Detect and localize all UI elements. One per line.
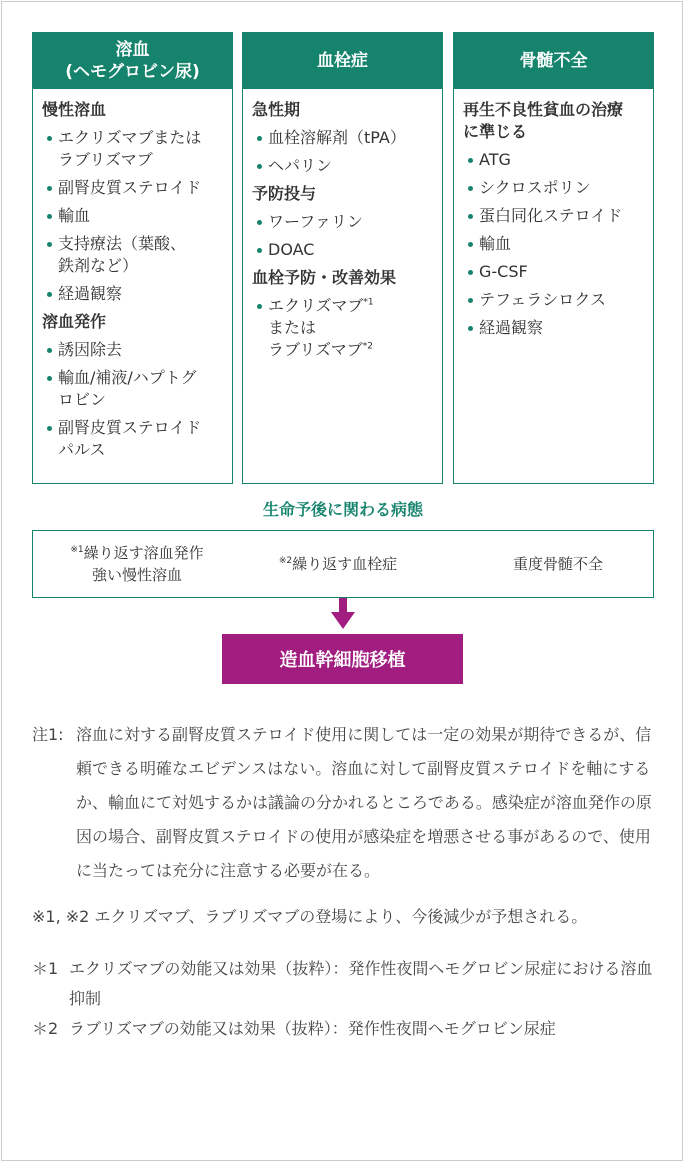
footnote-mark: *1 bbox=[363, 297, 374, 308]
prognosis-box bbox=[32, 530, 654, 598]
section-title: 急性期 bbox=[252, 100, 301, 119]
list-item: 支持療法（葉酸、 鉄剤など） bbox=[42, 233, 224, 277]
list-item: 輸血 bbox=[42, 205, 224, 227]
list-item: 輸血 bbox=[463, 233, 645, 255]
list-item: 経過観察 bbox=[42, 283, 224, 305]
prognosis-text: 強い慢性溶血 bbox=[91, 566, 182, 584]
section-title: 溶血発作 bbox=[42, 312, 107, 331]
prognosis-item-bone-marrow: 重度骨髄不全 bbox=[512, 555, 603, 573]
column-thrombosis bbox=[242, 32, 443, 484]
note-2: ※1, ※2 エクリズマブ、ラブリズマブの登場により、今後減少が予想される。 bbox=[32, 907, 588, 926]
treatment-list bbox=[42, 127, 224, 305]
section-title: 予防投与 bbox=[252, 184, 317, 203]
footnote-row bbox=[32, 954, 657, 1014]
list-item: 副腎皮質ステロイド パルス bbox=[42, 417, 224, 461]
list-item: G-CSF bbox=[463, 261, 645, 283]
column-header: 血栓症 bbox=[243, 33, 442, 89]
drug-name: エクリズマブ bbox=[268, 296, 364, 315]
list-item: シクロスポリン bbox=[463, 177, 645, 199]
prognosis-text: 繰り返す血栓症 bbox=[292, 555, 398, 573]
list-item: 経過観察 bbox=[463, 317, 645, 339]
note-label: 注1: bbox=[32, 725, 64, 744]
transplant-box: 造血幹細胞移植 bbox=[222, 634, 463, 684]
list-item: ヘパリン bbox=[252, 155, 434, 177]
list-item: 蛋白同化ステロイド bbox=[463, 205, 645, 227]
note-label: ＊2 bbox=[32, 1019, 59, 1038]
treatment-list bbox=[42, 339, 224, 461]
list-item: テフェラシロクス bbox=[463, 289, 645, 311]
footnote-mark: ※1 bbox=[70, 545, 84, 555]
note-text: エクリズマブの効能又は効果（抜粋）：発作性夜間ヘモグロビン尿症における溶血抑制 bbox=[69, 959, 653, 1008]
section-title: 血栓予防・改善効果 bbox=[252, 268, 397, 287]
note-text: 溶血に対する副腎皮質ステロイド使用に関しては一定の効果が期待できるが、信頼できる明確なエビデンスはない。溶血に対して副腎皮質ステロイドを軸にするか、輸血にて対処するかは議論の分かれるところである。感染症が溶血発作の原因の場合、副腎皮質ステロイドの使用が感染症を増悪させる事があるので、使用に当たっては充分に注意する必要が在る。 bbox=[76, 725, 652, 880]
treatment-list bbox=[252, 295, 434, 361]
column-bone-marrow-failure bbox=[453, 32, 654, 484]
prognosis-title: 生命予後に関わる病態 bbox=[262, 500, 423, 519]
note-text: ラブリズマブの効能又は効果（抜粋）：発作性夜間ヘモグロビン尿症 bbox=[69, 1019, 556, 1038]
list-item: 血栓溶解剤（tPA） bbox=[252, 127, 434, 149]
down-arrow-icon bbox=[330, 598, 356, 632]
list-item: 副腎皮質ステロイド bbox=[42, 177, 224, 199]
note-1 bbox=[32, 718, 657, 888]
footnote-mark: ※2 bbox=[278, 556, 293, 566]
list-item: ATG bbox=[463, 149, 645, 171]
treatment-list bbox=[463, 149, 645, 339]
conjunction: または bbox=[268, 318, 317, 337]
list-item: DOAC bbox=[252, 239, 434, 261]
notes bbox=[32, 718, 657, 1044]
list-item: 輸血/補液/ハプトグ ロビン bbox=[42, 367, 224, 411]
list-item bbox=[252, 295, 434, 361]
note-label: ＊1 bbox=[32, 959, 59, 978]
treatment-list bbox=[252, 127, 434, 177]
prognosis-item-thrombosis bbox=[258, 553, 418, 575]
treatment-list bbox=[252, 211, 434, 261]
note-3 bbox=[32, 954, 657, 1044]
list-item: エクリズマブまたは ラブリズマブ bbox=[42, 127, 224, 171]
footnote-row bbox=[32, 1014, 657, 1044]
drug-name: ラブリズマブ bbox=[268, 340, 363, 359]
column-hemolysis bbox=[32, 32, 233, 484]
list-item: ワーファリン bbox=[252, 211, 434, 233]
section-title: 再生不良性貧血の治療 に準じる bbox=[463, 100, 624, 141]
prognosis-item-hemolysis bbox=[47, 542, 227, 586]
footnote-mark: *2 bbox=[362, 341, 373, 352]
section-title: 慢性溶血 bbox=[42, 100, 107, 119]
column-header: 溶血 (ヘモグロビン尿) bbox=[33, 33, 232, 89]
list-item: 誘因除去 bbox=[42, 339, 224, 361]
column-header: 骨髄不全 bbox=[454, 33, 653, 89]
prognosis-text: 繰り返す溶血発作 bbox=[83, 544, 204, 562]
